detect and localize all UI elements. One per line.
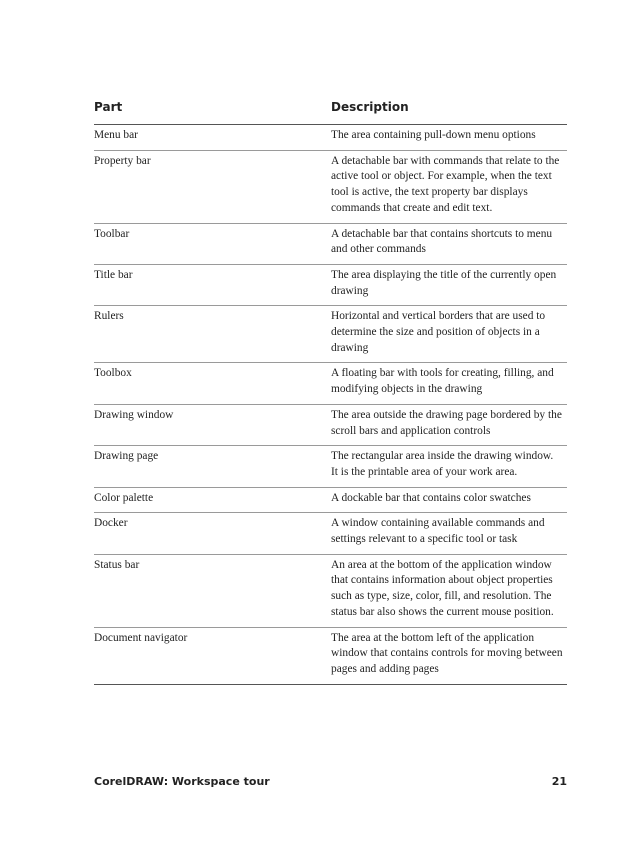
table-row <box>94 265 567 306</box>
table-row <box>94 488 567 514</box>
table-row <box>94 628 567 685</box>
description-cell: A floating bar with tools for creating, filling, and modifying objects in the drawing <box>331 367 554 396</box>
part-cell: Toolbox <box>94 367 132 380</box>
footer-title: CorelDRAW: Workspace tour <box>94 775 270 788</box>
part-cell: Title bar <box>94 268 133 281</box>
table-row <box>94 151 567 224</box>
part-cell: Property bar <box>94 154 151 167</box>
parts-table <box>94 96 567 685</box>
table-row <box>94 555 567 628</box>
header-description: Description <box>331 100 409 114</box>
table-row <box>94 125 567 151</box>
part-cell: Drawing window <box>94 408 174 421</box>
description-cell: An area at the bottom of the application window that contains information about object properties such as type, size, color, fill, and resolution. The status bar also shows the current mouse position. <box>331 558 554 618</box>
table-row <box>94 363 567 404</box>
description-cell: A detachable bar with commands that relate to the active tool or object. For example, when the text tool is active, the text property bar displays commands that create and edit text. <box>331 154 560 214</box>
description-cell: A dockable bar that contains color swatches <box>331 491 531 504</box>
description-cell: The area displaying the title of the currently open drawing <box>331 268 557 297</box>
page-footer <box>94 775 567 788</box>
table-header <box>94 96 567 124</box>
table-row <box>94 306 567 363</box>
description-cell: The area outside the drawing page bordered by the scroll bars and application controls <box>331 408 562 437</box>
part-cell: Toolbar <box>94 227 130 240</box>
description-cell: A detachable bar that contains shortcuts to menu and other commands <box>331 227 553 256</box>
part-cell: Document navigator <box>94 631 188 644</box>
description-cell: The rectangular area inside the drawing window. It is the printable area of your work area. <box>331 450 554 478</box>
table-row <box>94 513 567 554</box>
page-number: 21 <box>551 775 567 788</box>
description-cell: The area at the bottom left of the application window that contains controls for moving between pages and adding pages <box>331 631 563 675</box>
table-body <box>94 125 567 685</box>
table-row <box>94 446 567 487</box>
header-part: Part <box>94 100 123 114</box>
description-cell: The area containing pull-down menu options <box>331 129 536 141</box>
part-cell: Docker <box>94 517 128 530</box>
part-cell: Drawing page <box>94 450 159 463</box>
description-cell: Horizontal and vertical borders that are used to determine the size and position of objects in a drawing <box>331 310 546 354</box>
part-cell: Color palette <box>94 491 154 504</box>
part-cell: Rulers <box>94 310 124 323</box>
part-cell: Menu bar <box>94 129 138 141</box>
table-row <box>94 224 567 265</box>
description-cell: A window containing available commands and settings relevant to a specific tool or task <box>331 517 545 546</box>
table-row <box>94 405 567 446</box>
part-cell: Status bar <box>94 558 140 571</box>
